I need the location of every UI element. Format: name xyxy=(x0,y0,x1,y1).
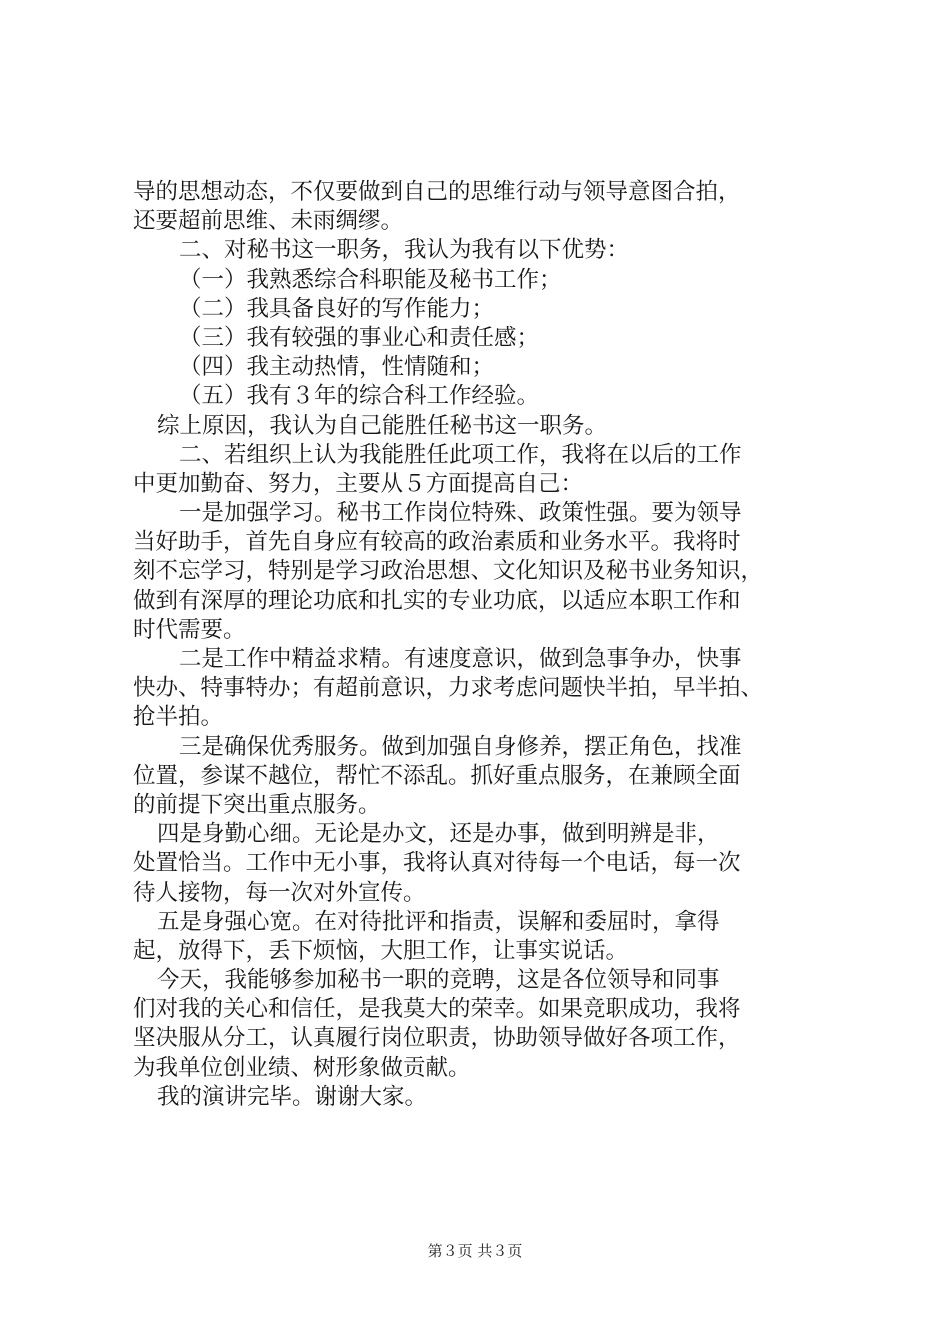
page-number-footer: 第３页 共３页 xyxy=(427,1242,523,1260)
text-line: 一是加强学习。秘书工作岗位特殊、政策性强。要为领导 xyxy=(179,500,742,527)
text-line: 做到有深厚的理论功底和扎实的专业功底，以适应本职工作和 xyxy=(133,587,741,614)
text-line: 的前提下突出重点服务。 xyxy=(133,791,381,818)
text-line: 位置，参谋不越位，帮忙不添乱。抓好重点服务，在兼顾全面 xyxy=(133,762,741,789)
document-body xyxy=(133,178,833,1112)
text-line: 当好助手，首先自身应有较高的政治素质和业务水平。我将时 xyxy=(133,529,741,556)
text-line: 三是确保优秀服务。做到加强自身修养，摆正角色，找准 xyxy=(179,733,742,760)
text-line: 五是身强心宽。在对待批评和指责，误解和委屈时，拿得 xyxy=(157,908,720,935)
text-line: 综上原因，我认为自己能胜任秘书这一职务。 xyxy=(157,412,608,439)
text-line: （三）我有较强的事业心和责任感； xyxy=(179,324,540,351)
text-line: （一）我熟悉综合科职能及秘书工作； xyxy=(179,266,562,293)
text-line: （二）我具备良好的写作能力； xyxy=(179,295,495,322)
text-line: 坚决服从分工，认真履行岗位职责，协助领导做好各项工作， xyxy=(133,1025,741,1052)
text-line: 处置恰当。工作中无小事，我将认真对待每一个电话，每一次 xyxy=(133,850,741,877)
text-line: 起，放得下，丢下烦恼，大胆工作，让事实说话。 xyxy=(133,937,629,964)
text-line: 还要超前思维、未雨绸缪。 xyxy=(133,208,404,235)
text-line: 待人接物，每一次对外宣传。 xyxy=(133,879,426,906)
text-line: 刻不忘学习，特别是学习政治思想、文化知识及秘书业务知识， xyxy=(133,558,764,585)
text-line: 抢半拍。 xyxy=(133,704,224,731)
text-line: 时代需要。 xyxy=(133,616,246,643)
text-line: 今天，我能够参加秘书一职的竞聘，这是各位领导和同事 xyxy=(157,967,720,994)
text-line: 快办、特事特办；有超前意识，力求考虑问题快半拍，早半拍、 xyxy=(133,675,764,702)
text-line: 们对我的关心和信任，是我莫大的荣幸。如果竞职成功，我将 xyxy=(133,996,741,1023)
text-line: 二、若组织上认为我能胜任此项工作，我将在以后的工作 xyxy=(179,441,742,468)
text-line: 二是工作中精益求精。有速度意识，做到急事争办，快事 xyxy=(179,646,742,672)
text-line: 导的思想动态，不仅要做到自己的思维行动与领导意图合拍， xyxy=(133,179,741,205)
text-line: （五）我有３年的综合科工作经验。 xyxy=(179,383,540,410)
text-line: 我的演讲完毕。谢谢大家。 xyxy=(157,1083,428,1110)
text-line: 二、对秘书这一职务，我认为我有以下优势： xyxy=(179,237,630,264)
text-line: 为我单位创业绩、树形象做贡献。 xyxy=(133,1054,471,1081)
text-line: （四）我主动热情，性情随和； xyxy=(179,354,495,381)
text-line: 四是身勤心细。无论是办文，还是办事，做到明辨是非， xyxy=(157,821,720,848)
text-line: 中更加勤奋、努力，主要从５方面提高自己： xyxy=(133,470,584,497)
